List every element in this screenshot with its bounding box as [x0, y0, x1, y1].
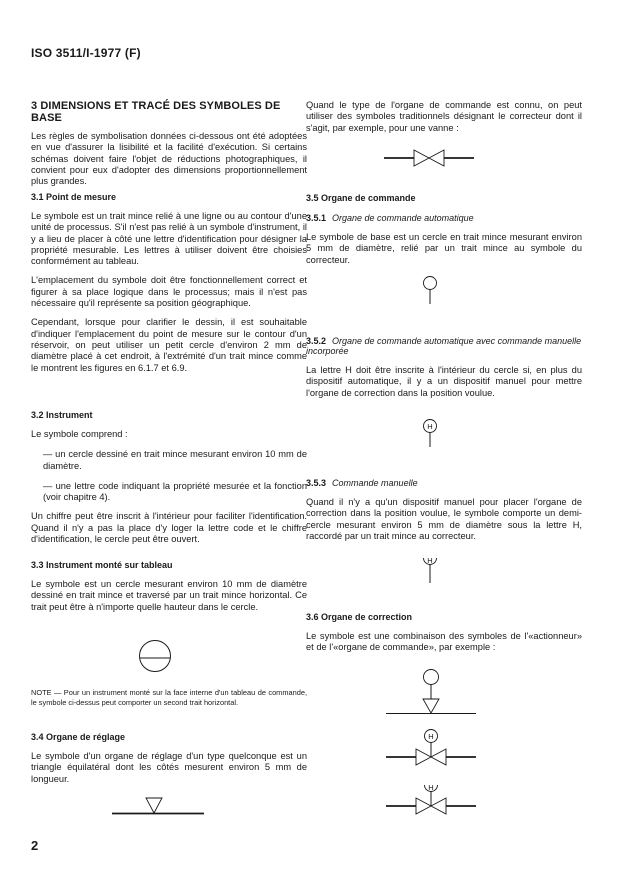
- section-3-heading: 3 DIMENSIONS ET TRACÉ DES SYMBOLES DE BASE: [31, 100, 281, 124]
- symbol-letter-h: H: [427, 556, 433, 565]
- manual-control-symbol-icon: [422, 557, 438, 583]
- section-3-2-bullet-2: — une lettre code indiquant la propriété mesurée et la fonction (voir chapitre 4).: [43, 480, 307, 503]
- section-3-3-note: [31, 688, 307, 707]
- section-3-5-3-paragraph: Quand il n'y a qu'un dispositif manuel pour placer l'organe de correction dans la position voulue, le symbole comporte un demi-cercle mesurant environ 5 mm de diamètre sous la lettre H, raccordé par un trait mince au correcteur.: [306, 497, 582, 541]
- section-3-4: [31, 732, 307, 785]
- section-3-6: [306, 612, 582, 654]
- automatic-control-symbol-icon: [422, 276, 438, 304]
- section-3-5-2-title: Organe de commande automatique avec commande manuelle incorporée: [306, 336, 582, 356]
- section-3-2-paragraph: Un chiffre peut être inscrit à l'intérieur pour faciliter l'identification. Quand il n'y a pas la place d'y loger la lettre code et le chiffre d'identification, le cercle peut être ouvert.: [31, 511, 307, 545]
- section-3-5-2-number: 3.5.2: [306, 336, 327, 346]
- valve-symbol-icon: [384, 148, 474, 168]
- section-3-1-heading: 3.1 Point de mesure: [31, 192, 117, 202]
- section-3-5-3-heading: [306, 478, 582, 488]
- section-3-1-paragraph-2: L'emplacement du symbole doit être fonctionnellement correct et figurer à sa place logique dans le processus; mais il n'est pas nécessaire qu'il représente sa position géographique.: [31, 275, 307, 309]
- section-3-6-paragraph: Le symbole est une combinaison des symboles de l'«actionneur» et de l'«organe de commande», par exemple :: [306, 631, 582, 653]
- section-3-5-1: [306, 213, 582, 266]
- symbol-letter-h: H: [427, 422, 433, 431]
- section-3-5-heading: 3.5 Organe de commande: [306, 193, 416, 203]
- valve-intro-paragraph: Quand le type de l'organe de commande est connu, on peut utiliser des symboles traditionnels désignant le correcteur dont il s'agit, par exemple, pour une vanne :: [306, 100, 582, 133]
- section-3-1: [31, 192, 307, 374]
- panel-instrument-symbol-icon: [138, 639, 172, 673]
- right-intro: [306, 100, 582, 134]
- section-3-5-2-paragraph: La lettre H doit être inscrite à l'intérieur du cercle si, en plus du dispositif automatique, il y a un dispositif manuel pour mettre l'organe de correction dans la position voulue.: [306, 365, 582, 398]
- section-3-4-paragraph: Le symbole d'un organe de réglage d'un type quelconque est un triangle équilatéral dont les côtés mesurent environ 5 mm de longueur.: [31, 751, 307, 784]
- section-3-paragraph: Les règles de symbolisation données ci-dessous ont été adoptées en vue d'assurer la lisibilité et la facilité d'exécution. Si certains schémas doivent faire l'objet de réductions photographiques, il convient pour eux d'adopter des dimensions proportionnellement plus grandes.: [31, 131, 307, 187]
- automatic-manual-control-symbol-icon: [422, 419, 438, 447]
- section-3-6-heading: 3.6 Organe de correction: [306, 612, 413, 622]
- section-3-2-intro: Le symbole comprend :: [31, 429, 128, 439]
- section-3-3-paragraph: Le symbole est un cercle mesurant environ 10 mm de diamètre dessiné en trait mince et traversé par un trait mince horizontal. Ce trait peut être à n'importe quelle hauteur dans le cercle.: [31, 579, 307, 612]
- section-3-3-heading: 3.3 Instrument monté sur tableau: [31, 560, 173, 570]
- section-3-2-bullet-1: — un cercle dessiné en trait mince mesurant environ 10 mm de diamètre.: [43, 449, 307, 471]
- section-3-5-2: [306, 336, 582, 399]
- section-3-4-heading: 3.4 Organe de réglage: [31, 732, 126, 742]
- actuator-regulator-combination-symbol-icon: [386, 668, 476, 716]
- valve-with-automatic-manual-control-symbol-icon: [386, 729, 476, 769]
- section-3-5-1-paragraph: Le symbole de base est un cercle en trait mince mesurant environ 5 mm de diamètre, relié par un trait mince au symbole du correcteur.: [306, 232, 582, 265]
- section-3-1-paragraph-1: Le symbole est un trait mince relié à une ligne ou au contour d'une unité de processus. S'il n'est pas relié à un symbole d'instrument, il y a lieu de placer à côté une lettre d'identification pour désigner la propriété mesurable. Les lettres à utiliser doivent être choisies conformément au tableau.: [31, 211, 307, 267]
- page-number: 2: [31, 838, 39, 853]
- section-3-5: [306, 193, 582, 203]
- document-id: ISO 3511/I-1977 (F): [31, 46, 141, 60]
- section-3-3: [31, 560, 307, 613]
- section-3-5-3-title: Commande manuelle: [332, 478, 418, 488]
- section-3-5-3-number: 3.5.3: [306, 478, 327, 488]
- section-3-5-2-heading: [306, 336, 582, 356]
- section-3-2-heading: 3.2 Instrument: [31, 410, 93, 420]
- section-3-1-paragraph-3: Cependant, lorsque pour clarifier le dessin, il est souhaitable d'indiquer l'emplacement du point de mesure sur le contour d'un réservoir, on peut utiliser un petit cercle d'environ 2 mm de diamètre placé à cet endroit, à l'extrémité d'un trait mince comme le montrent les figures en 6.1.7 et 6.9.: [31, 317, 307, 373]
- symbol-letter-h: H: [428, 783, 434, 792]
- symbol-letter-h: H: [428, 732, 434, 741]
- section-3-5-3: [306, 478, 582, 542]
- section-3-5-1-number: 3.5.1: [306, 213, 327, 223]
- section-3-5-1-heading: [306, 213, 582, 223]
- regulating-device-symbol-icon: [112, 797, 204, 817]
- section-3-2: [31, 410, 307, 545]
- valve-with-manual-control-symbol-icon: [386, 784, 476, 818]
- note-text: NOTE — Pour un instrument monté sur la face interne d'un tableau de commande, le symbole ci-dessus peut comporter un second trait horizontal.: [31, 688, 307, 707]
- section-3-5-1-title: Organe de commande automatique: [332, 213, 474, 223]
- section-3: [31, 100, 307, 187]
